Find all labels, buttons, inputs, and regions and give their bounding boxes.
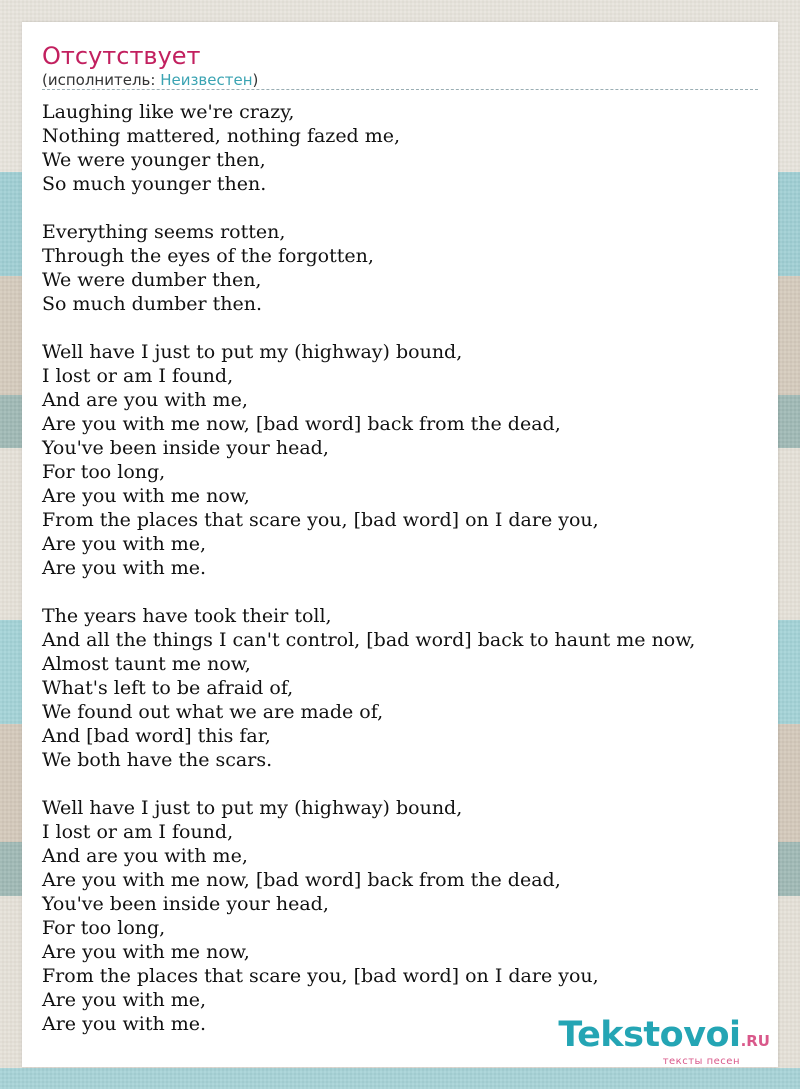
lyrics-line: You've been inside your head, (42, 893, 329, 915)
lyrics-line: Are you with me. (42, 557, 207, 579)
lyrics-line: For too long, (42, 917, 166, 939)
title-divider (42, 89, 758, 90)
lyrics-line: You've been inside your head, (42, 437, 329, 459)
logo-tagline: тексты песен (662, 1056, 740, 1067)
logo-text: Tekstovoi (558, 1015, 741, 1055)
lyrics-stanza (42, 604, 695, 772)
site-logo[interactable] (558, 1017, 770, 1067)
lyrics-line: Laughing like we're crazy, (42, 101, 295, 123)
lyrics-line: For too long, (42, 461, 166, 483)
lyrics-line: Through the eyes of the forgotten, (42, 245, 374, 267)
lyrics-line: From the places that scare you, [bad word] on I dare you, (42, 965, 599, 987)
lyrics-line: Are you with me now, (42, 941, 250, 963)
lyrics-line: So much dumber then. (42, 293, 263, 315)
lyrics-line: We were younger then, (42, 149, 266, 171)
lyrics-body (42, 100, 695, 1036)
lyrics-line: So much younger then. (42, 173, 267, 195)
lyrics-line: Are you with me. (42, 1013, 207, 1035)
lyrics-line: From the places that scare you, [bad word] on I dare you, (42, 509, 599, 531)
logo-suffix: .RU (740, 1032, 770, 1050)
lyrics-line: And all the things I can't control, [bad word] back to haunt me now, (42, 629, 696, 651)
lyrics-line: We both have the scars. (42, 749, 273, 771)
artist-label: (исполнитель: (42, 71, 161, 89)
lyrics-line: Are you with me now, [bad word] back from the dead, (42, 869, 561, 891)
lyrics-line: Nothing mattered, nothing fazed me, (42, 125, 401, 147)
lyrics-stanza (42, 340, 695, 580)
lyrics-stanza (42, 100, 695, 196)
lyrics-line: Are you with me, (42, 533, 207, 555)
artist-line (42, 71, 258, 89)
lyrics-line: Everything seems rotten, (42, 221, 286, 243)
lyrics-line: Almost taunt me now, (42, 653, 251, 675)
lyrics-card (22, 22, 778, 1067)
lyrics-line: We were dumber then, (42, 269, 262, 291)
artist-close: ) (252, 71, 259, 89)
lyrics-line: I lost or am I found, (42, 821, 234, 843)
lyrics-line: Well have I just to put my (highway) bound, (42, 341, 463, 363)
lyrics-line: We found out what we are made of, (42, 701, 384, 723)
lyrics-stanza (42, 796, 695, 1036)
artist-link[interactable]: Неизвестен (160, 71, 253, 89)
lyrics-line: Are you with me now, [bad word] back from the dead, (42, 413, 561, 435)
song-title: Отсутствует (42, 42, 201, 70)
lyrics-line: And are you with me, (42, 845, 248, 867)
lyrics-line: What's left to be afraid of, (42, 677, 294, 699)
lyrics-stanza (42, 220, 695, 316)
lyrics-line: The years have took their toll, (42, 605, 332, 627)
lyrics-line: And [bad word] this far, (42, 725, 271, 747)
lyrics-line: Well have I just to put my (highway) bound, (42, 797, 463, 819)
lyrics-line: And are you with me, (42, 389, 248, 411)
lyrics-line: Are you with me, (42, 989, 207, 1011)
lyrics-line: I lost or am I found, (42, 365, 234, 387)
lyrics-line: Are you with me now, (42, 485, 250, 507)
